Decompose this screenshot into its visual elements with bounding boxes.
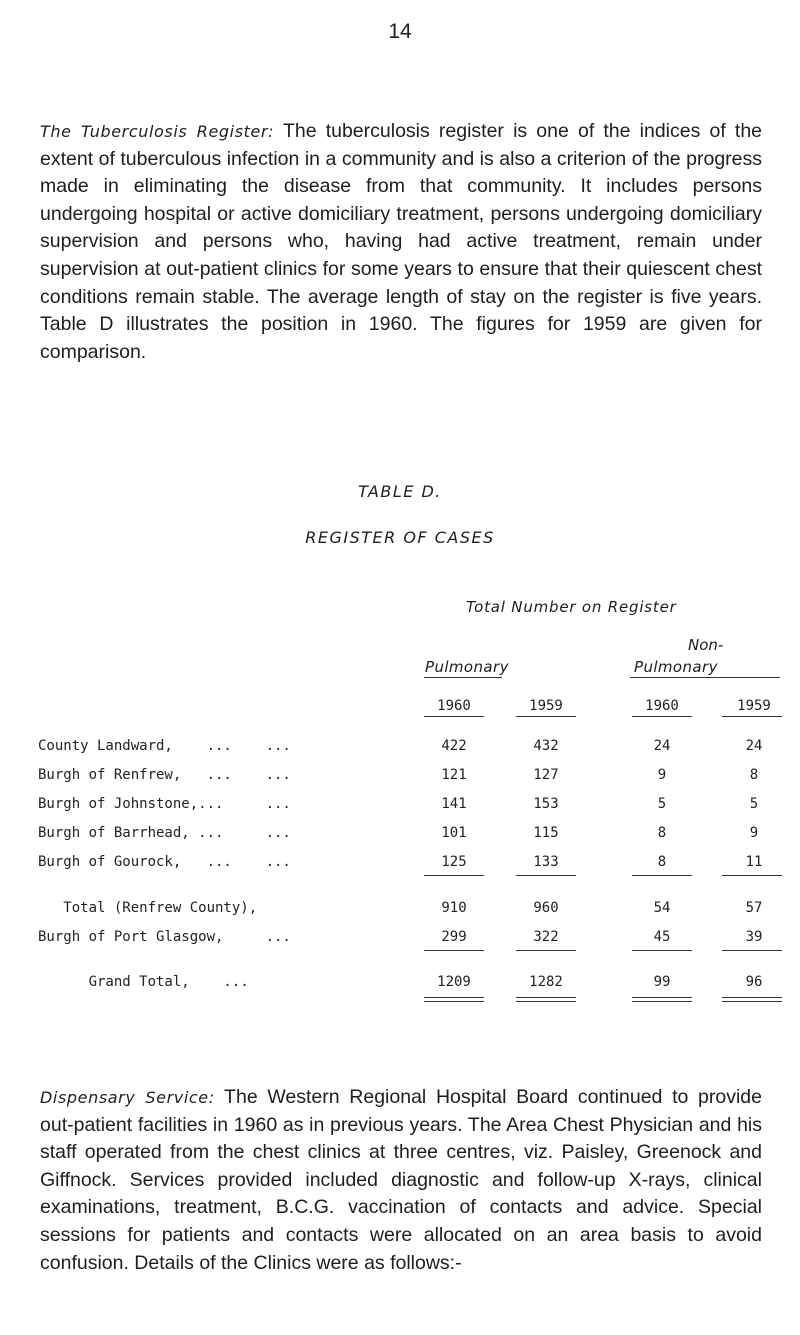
cell-value: 5 (657, 796, 667, 812)
table-title: REGISTER OF CASES (305, 528, 495, 547)
double-rule (424, 997, 484, 998)
cell-value: 127 (533, 767, 559, 783)
header-non-pulmonary-line2: Pulmonary (634, 658, 718, 676)
row-label: Burgh of Barrhead, ... ... (38, 825, 291, 841)
cell-value: 8 (657, 825, 667, 841)
cell-value: 121 (441, 767, 467, 783)
cell-value: 9 (657, 767, 667, 783)
paragraph-text: The tuberculosis register is one of the indices of the extent of tuberculous infection in a community and is also a criterion of the progress made in eliminating the disease from that community. It includes persons undergoing hospital or active domiciliary treatment, persons undergoing domiciliary supervision and persons who, having had active treatment, remain under supervision at out-patient clinics for some years to ensure that their quiescent chest conditions remain stable. The average length of stay on the register is five years. Table D illustrates the position in 1960. The figures for 1959 are given for comparison. (40, 120, 763, 363)
cell-value: 54 (653, 900, 671, 916)
cell-value: 8 (657, 854, 667, 870)
cell-value: 96 (745, 974, 763, 990)
row-label: Burgh of Port Glasgow, ... (38, 929, 291, 945)
row-label: Total (Renfrew County), (38, 900, 258, 916)
row-label: Burgh of Gourock, ... ... (38, 854, 291, 870)
cell-value: 101 (441, 825, 467, 841)
subtotal-rule (632, 875, 692, 876)
cell-value: 11 (745, 854, 763, 870)
cell-value: 115 (533, 825, 559, 841)
cell-value: 1282 (529, 974, 563, 990)
row-label: Grand Total, ... (38, 974, 249, 990)
double-rule (722, 997, 782, 998)
double-rule (632, 997, 692, 998)
subtotal-rule (424, 875, 484, 876)
double-rule (516, 997, 576, 998)
double-rule (632, 1001, 692, 1002)
cell-value: 24 (653, 738, 671, 754)
row-label: Burgh of Johnstone,... ... (38, 796, 291, 812)
page-number: 14 (388, 20, 412, 43)
cell-value: 8 (749, 767, 759, 783)
double-rule (516, 1001, 576, 1002)
cell-value: 24 (745, 738, 763, 754)
cell-value: 1209 (437, 974, 471, 990)
subtotal-rule (516, 950, 576, 951)
header-underline (630, 677, 780, 678)
table-id: TABLE D. (358, 482, 442, 501)
year-header: 1959 (529, 698, 563, 714)
paragraph-text: The Western Regional Hospital Board continued to provide out-patient facilities in 1960 as in previous years. The Area Chest Physician and his staff operated from the chest clinics at three centres, viz. Paisley, Greenock and Giffnock. Services provided included diagnostic and follow-up X-rays, clinical examinations, treatment, B.C.G. vaccination of contacts and advice. Special sessions for patients and contacts were allocated on an area basis to avoid confusion. Details of the Clinics were as follows:- (40, 1086, 762, 1274)
section-heading-tuberculosis-register: The Tuberculosis Register: (40, 122, 275, 141)
cell-value: 960 (533, 900, 559, 916)
cell-value: 45 (653, 929, 671, 945)
tuberculosis-register-paragraph (40, 118, 762, 366)
year-header: 1960 (437, 698, 471, 714)
year-underline (424, 716, 484, 717)
double-rule (424, 1001, 484, 1002)
year-header: 1959 (737, 698, 771, 714)
cell-value: 99 (653, 974, 671, 990)
year-underline (632, 716, 692, 717)
cell-value: 153 (533, 796, 559, 812)
subtotal-rule (424, 950, 484, 951)
subtotal-rule (632, 950, 692, 951)
year-underline (722, 716, 782, 717)
cell-value: 57 (745, 900, 763, 916)
cell-value: 9 (749, 825, 759, 841)
year-underline (516, 716, 576, 717)
cell-value: 910 (441, 900, 467, 916)
year-header: 1960 (645, 698, 679, 714)
cell-value: 322 (533, 929, 559, 945)
subtotal-rule (722, 875, 782, 876)
cell-value: 133 (533, 854, 559, 870)
cell-value: 422 (441, 738, 467, 754)
row-label: County Landward, ... ... (38, 738, 291, 754)
header-non-pulmonary-line1: Non- (688, 636, 724, 654)
header-pulmonary: Pulmonary (425, 658, 509, 676)
subtotal-rule (516, 875, 576, 876)
cell-value: 299 (441, 929, 467, 945)
header-underline (424, 677, 502, 678)
section-heading-dispensary-service: Dispensary Service: (40, 1088, 215, 1107)
cell-value: 432 (533, 738, 559, 754)
double-rule (722, 1001, 782, 1002)
row-label: Burgh of Renfrew, ... ... (38, 767, 291, 783)
cell-value: 125 (441, 854, 467, 870)
dispensary-service-paragraph (40, 1084, 762, 1277)
cell-value: 5 (749, 796, 759, 812)
cell-value: 39 (745, 929, 763, 945)
subtotal-rule (722, 950, 782, 951)
cell-value: 141 (441, 796, 467, 812)
header-total-number: Total Number on Register (466, 598, 677, 616)
